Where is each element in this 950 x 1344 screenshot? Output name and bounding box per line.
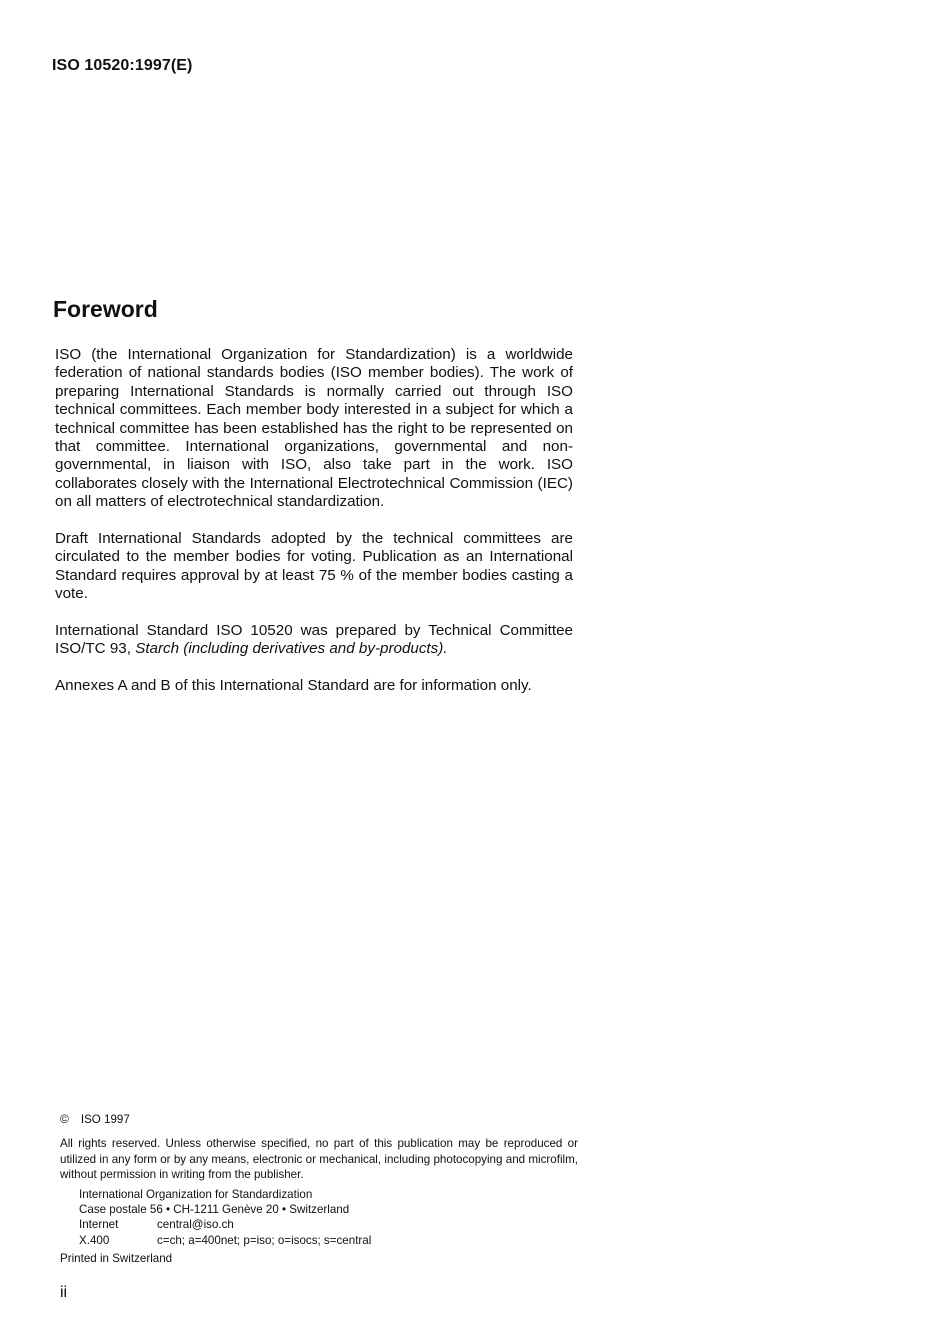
copyright-line	[60, 1112, 578, 1127]
x400-label: X.400	[79, 1233, 110, 1247]
foreword-heading: Foreword	[53, 296, 158, 322]
document-identifier: ISO 10520:1997(E)	[52, 57, 193, 74]
foreword-paragraph-2: Draft International Standards adopted by the technical committees are circulated to the member bodies for voting. Publication as an International Standard requires approval by at least 75 % of the member bodies casting a vote.	[55, 530, 573, 603]
x400-row	[79, 1233, 578, 1248]
printed-in: Printed in Switzerland	[60, 1252, 173, 1266]
copyright-notice	[60, 1112, 578, 1267]
foreword-body	[55, 346, 573, 714]
page-number: ii	[60, 1284, 68, 1301]
internet-row	[79, 1217, 578, 1232]
copyright-year: ISO 1997	[80, 1113, 130, 1126]
paragraph-3-text: International Standard ISO 10520 was prepared by Technical Committee ISO/TC 93,	[55, 622, 573, 658]
copyright-symbol-icon: ©	[60, 1112, 69, 1126]
foreword-paragraph-1: ISO (the International Organization for Standardization) is a worldwide federation of national standards bodies (ISO member bodies). The work of preparing International Standards is normally carried out through ISO technical committees. Each member body interested in a subject for which a technical committee has been established has the right to be represented on that committee. International organizations, governmental and non-governmental, in liaison with ISO, also take part in the work. ISO collaborates closely with the International Electrotechnical Commission (IEC) on all matters of electrotechnical standardization.	[55, 346, 573, 511]
x400-address: c=ch; a=400net; p=iso; o=isocs; s=central	[157, 1233, 372, 1247]
rights-statement: All rights reserved. Unless otherwise specified, no part of this publication may be reproduced or utilized in any form or by any means, electronic or mechanical, including photocopying and microfilm, without permission in writing from the publisher.	[60, 1137, 578, 1182]
publisher-contact	[79, 1187, 578, 1249]
internet-address: central@iso.ch	[157, 1218, 234, 1232]
foreword-paragraph-4: Annexes A and B of this International Standard are for information only.	[55, 677, 532, 695]
internet-label: Internet	[79, 1218, 119, 1232]
committee-scope-title: Starch (including derivatives and by-products).	[135, 640, 448, 658]
publisher-name: International Organization for Standardization	[79, 1187, 313, 1201]
publisher-address: Case postale 56 • CH-1211 Genève 20 • Switzerland	[79, 1203, 350, 1217]
foreword-paragraph-3	[55, 622, 573, 659]
